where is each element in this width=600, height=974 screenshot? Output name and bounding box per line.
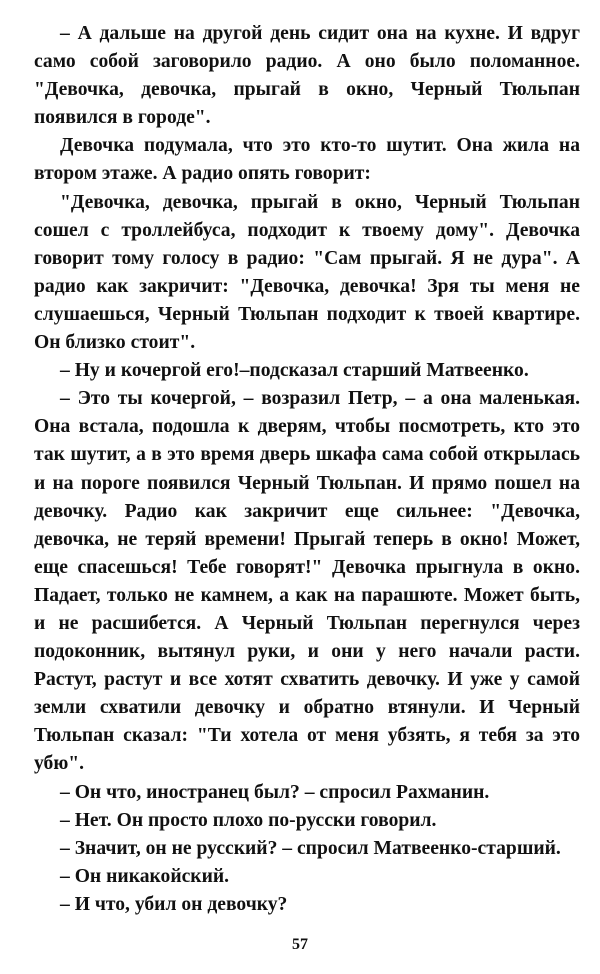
page-number: 57 [292, 936, 308, 953]
paragraph: – А дальше на другой день сидит она на кухне. И вдруг само собой заговорило радио. А оно было поломанное. "Девочка, девочка, прыгай в окно, Черный Тюльпан появился в городе". [34, 23, 580, 129]
page-body [34, 20, 580, 960]
paragraph: – И что, убил он девочку? [60, 893, 288, 915]
paragraph: – Значит, он не русский? – спросил Матвеенко-старший. [60, 837, 561, 859]
paragraph: – Он что, иностранец был? – спросил Рахманин. [60, 781, 490, 803]
paragraph: Девочка подумала, что это кто-то шутит. Она жила на втором этаже. А радио опять говорит: [34, 135, 580, 185]
paragraph: "Девочка, девочка, прыгай в окно, Черный Тюльпан сошел с троллейбуса, подходит к твоему дому". Девочка говорит тому голосу в радио: "Сам прыгай. Я не дура". А радио как закричит: "Девочка, девочка! Зря ты меня не слушаешься, Черный Тюльпан подходит к твоей квартире. Он близко стоит". [34, 191, 580, 354]
paragraph: – Нет. Он просто плохо по-русски говорил. [60, 809, 437, 831]
paragraph: – Ну и кочергой его!–подсказал старший Матвеенко. [60, 360, 529, 382]
paragraph: – Он никакойский. [60, 865, 230, 887]
paragraph: – Это ты кочергой, – возразил Петр, – а она маленькая. Она встала, подошла к дверям, чтобы посмотреть, кто это так шутит, а в это время дверь шкафа сама собой открылась и на пороге появился Черный Тюльпан. И прямо пошел на девочку. Радио как закричит еще сильнее: "Девочка, девочка, не теряй времени! Прыгай теперь в окно! Может, еще спасешься! Тебе говорят!" Девочка прыгнула в окно. Падает, только не камнем, а как на парашюте. Может быть, и не расшибется. А Черный Тюльпан перегнулся через подоконник, вытянул руки, и они у него начали расти. Растут, растут и все хотят схватить девочку. И уже у самой земли схватили девочку и обратно втянули. И Черный Тюльпан сказал: "Ти хотела от меня убзять, я тебя за это убю". [34, 388, 580, 775]
